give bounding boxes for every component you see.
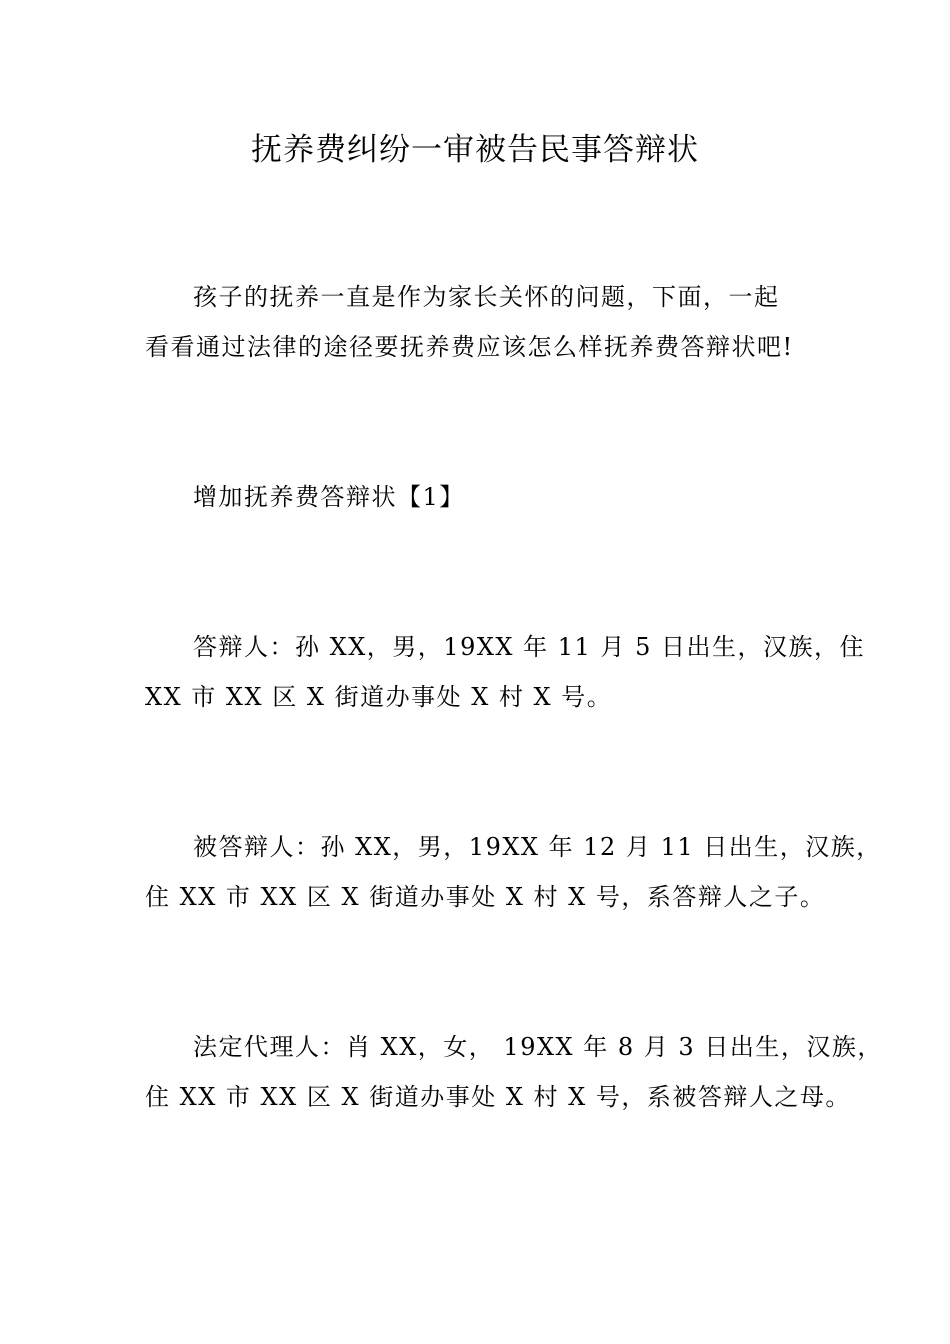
paragraph-line: XX 市 XX 区 X 街道办事处 X 村 X 号。 — [145, 683, 613, 711]
paragraph-line: 住 XX 市 XX 区 X 街道办事处 X 村 X 号，系答辩人之子。 — [145, 883, 826, 911]
paragraph-line: 答辩人：孙 XX，男，19XX 年 11 月 5 日出生，汉族，住 — [193, 633, 865, 661]
section-heading — [145, 472, 835, 522]
paragraph-line: 孩子的抚养一直是作为家长关怀的问题，下面，一起 — [193, 283, 780, 311]
claimant-paragraph — [145, 822, 882, 922]
intro-paragraph — [145, 272, 835, 372]
paragraph-line: 被答辩人：孙 XX，男，19XX 年 12 月 11 日出生，汉族， — [193, 833, 882, 861]
document-title: 抚养费纠纷一审被告民事答辩状 — [251, 132, 699, 168]
paragraph-line: 住 XX 市 XX 区 X 街道办事处 X 村 X 号，系被答辩人之母。 — [145, 1083, 851, 1111]
paragraph-line: 法定代理人：肖 XX，女， 19XX 年 8 月 3 日出生，汉族， — [193, 1033, 883, 1061]
paragraph-line: 看看通过法律的途径要抚养费应该怎么样抚养费答辩状吧! — [145, 333, 794, 361]
respondent-paragraph — [145, 622, 865, 722]
legal-agent-paragraph — [145, 1022, 883, 1122]
paragraph-line: 增加抚养费答辩状【1】 — [193, 483, 465, 511]
